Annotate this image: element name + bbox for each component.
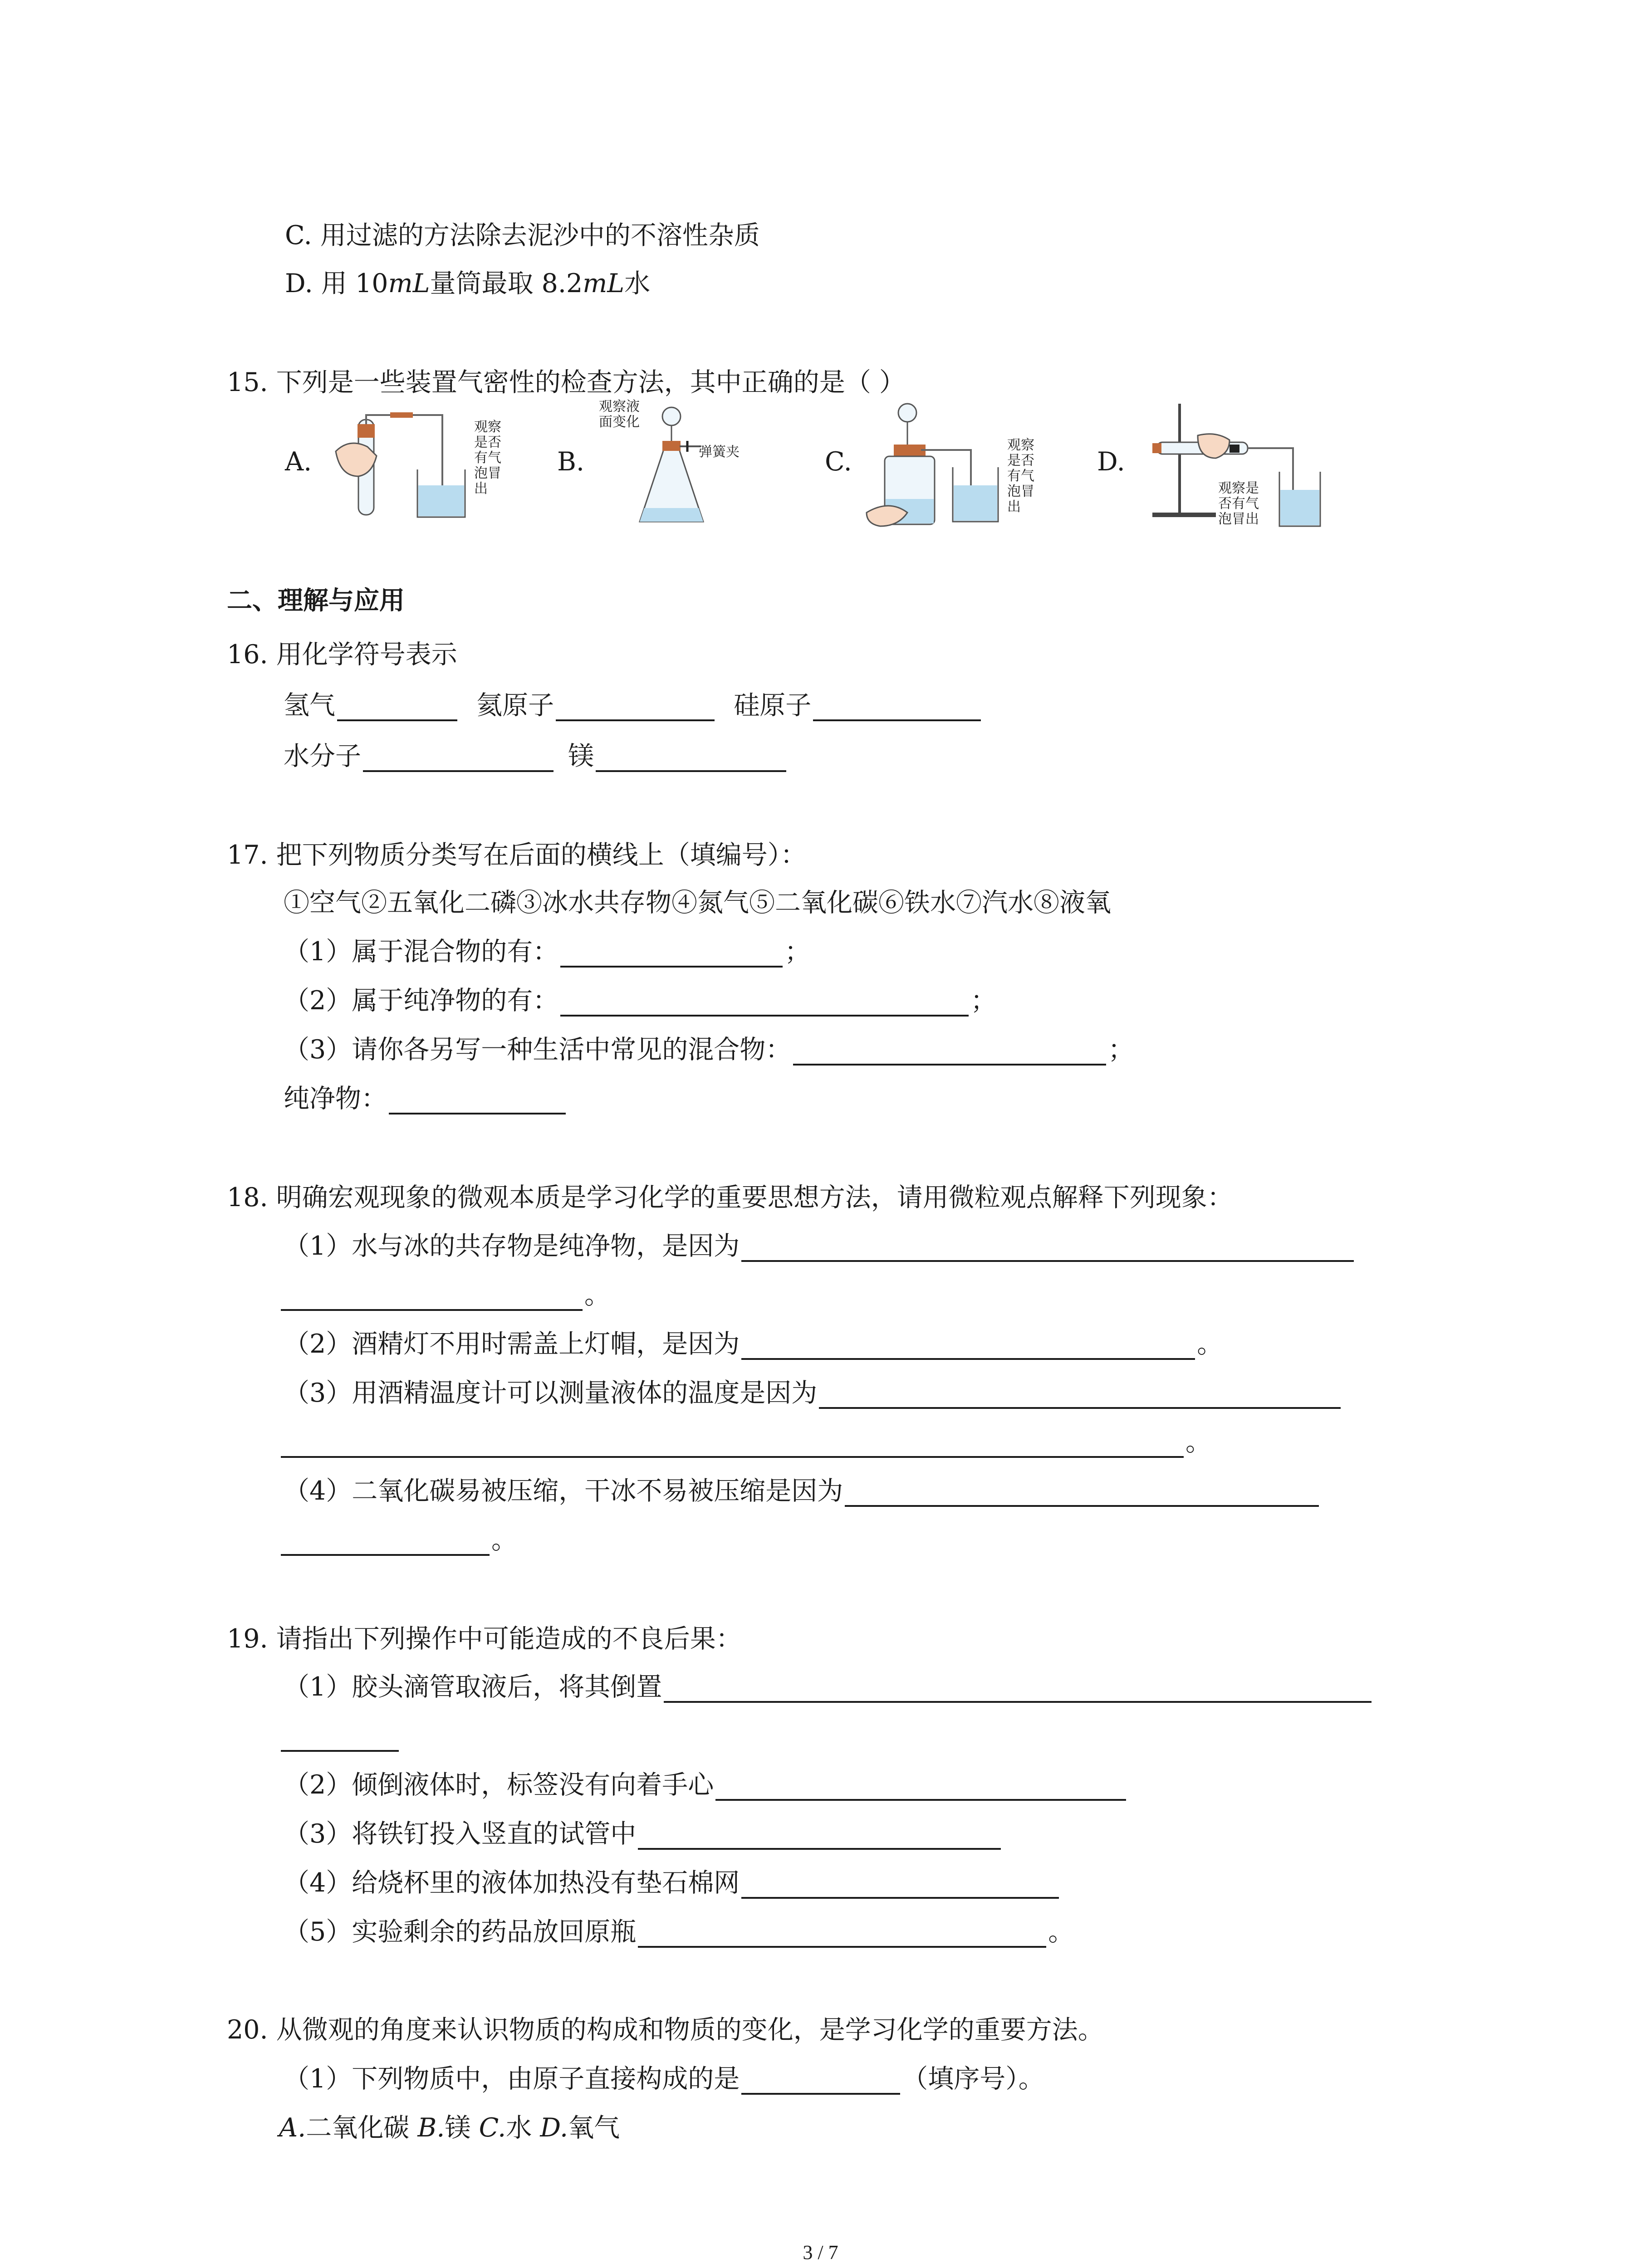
q20-stem: 20. 从微观的角度来认识物质的构成和物质的变化，是学习化学的重要方法。 xyxy=(227,2015,1104,2045)
q17-blank-3[interactable] xyxy=(793,1037,1106,1066)
q19-blank-5[interactable] xyxy=(638,1920,1046,1948)
q18-part4: （4）二氧化碳易被压缩，干冰不易被压缩是因为 xyxy=(284,1475,1321,1507)
q15-option-c: C. xyxy=(825,447,852,477)
figure-c-label: 观察 是否 有气 泡冒 出 xyxy=(1007,437,1034,515)
q19-blank-1b[interactable] xyxy=(281,1724,399,1752)
q17-blank-1[interactable] xyxy=(560,939,783,968)
q18-part1-cont: 。 xyxy=(279,1279,610,1311)
figure-a-label: 观察 是否 有气 泡冒 出 xyxy=(474,419,501,497)
q14-option-c: C. 用过滤的方法除去泥沙中的不溶性杂质 xyxy=(285,220,760,250)
q19-blank-4[interactable] xyxy=(741,1871,1059,1899)
figure-d-label: 观察是 否有气 泡冒出 xyxy=(1218,480,1259,527)
q16-row2: 水分子 镁 xyxy=(284,740,788,772)
q15-option-a: A. xyxy=(285,447,312,477)
page-number: 3 / 7 xyxy=(803,2241,838,2263)
q18-blank-4b[interactable] xyxy=(281,1528,490,1556)
q19-blank-3[interactable] xyxy=(638,1822,1001,1850)
q17-part2: （2）属于纯净物的有： ； xyxy=(284,986,997,1016)
q19-part5: （5）实验剩余的药品放回原瓶 。 xyxy=(284,1917,1074,1947)
q19-blank-2[interactable] xyxy=(715,1773,1126,1801)
q15-option-d: D. xyxy=(1097,447,1125,477)
q18-blank-3a[interactable] xyxy=(819,1381,1341,1409)
q16-blank-5[interactable] xyxy=(596,744,786,772)
q14-option-d: D. 用 10mL量筒最取 8.2mL水 xyxy=(285,269,651,298)
q18-blank-2[interactable] xyxy=(741,1332,1195,1360)
q18-part3: （3）用酒精温度计可以测量液体的温度是因为 xyxy=(284,1377,1342,1409)
q17-blank-2[interactable] xyxy=(560,988,969,1017)
q19-part3: （3）将铁钉投入竖直的试管中 xyxy=(284,1818,1003,1850)
q15-option-b: B. xyxy=(557,447,585,477)
q18-blank-1b[interactable] xyxy=(281,1283,583,1311)
q19-part1-cont xyxy=(279,1720,401,1752)
q17-part3b: 纯净物： xyxy=(284,1083,568,1114)
q17-part3: （3）请你各另写一种生活中常见的混合物： ； xyxy=(284,1035,1134,1065)
q20-choices: A.二氧化碳 B.镁 C.水 D.氧气 xyxy=(279,2113,620,2143)
q19-part1: （1）胶头滴管取液后，将其倒置 xyxy=(284,1671,1373,1703)
q18-blank-1a[interactable] xyxy=(741,1234,1354,1262)
q18-part3-cont: 。 xyxy=(279,1426,1211,1458)
q18-part4-cont: 。 xyxy=(279,1524,517,1556)
q18-blank-3b[interactable] xyxy=(281,1430,1184,1458)
q20-blank-1[interactable] xyxy=(741,2067,900,2095)
q16-stem: 16. 用化学符号表示 xyxy=(227,640,457,670)
q16-blank-2[interactable] xyxy=(556,693,715,721)
figure-a-apparatus xyxy=(327,411,517,528)
q20-part1: （1）下列物质中，由原子直接构成的是 （填序号）。 xyxy=(284,2064,1044,2094)
q18-part1: （1）水与冰的共存物是纯净物，是因为 xyxy=(284,1230,1356,1262)
q16-blank-1[interactable] xyxy=(337,693,457,721)
figure-c-apparatus xyxy=(862,399,1053,535)
q17-materials: ①空气②五氧化二磷③冰水共存物④氮气⑤二氧化碳⑥铁水⑦汽水⑧液氧 xyxy=(284,888,1111,918)
figure-b-label-top: 观察液 面变化 xyxy=(599,399,640,430)
q19-part2: （2）倾倒液体时，标签没有向着手心 xyxy=(284,1769,1128,1801)
q18-part2: （2）酒精灯不用时需盖上灯帽，是因为 。 xyxy=(284,1329,1223,1359)
q17-blank-4[interactable] xyxy=(389,1086,566,1114)
q17-part1: （1）属于混合物的有： ； xyxy=(284,937,811,967)
figure-b-label-clip: 弹簧夹 xyxy=(699,444,740,460)
figure-b-apparatus xyxy=(599,399,762,531)
figure-d-apparatus xyxy=(1143,399,1325,535)
q18-blank-4a[interactable] xyxy=(845,1479,1319,1507)
q16-blank-4[interactable] xyxy=(363,744,554,772)
section-title: 二、理解与应用 xyxy=(227,586,405,616)
q19-stem: 19. 请指出下列操作中可能造成的不良后果： xyxy=(227,1624,742,1654)
q16-row1: 氢气 氦原子 硅原子 xyxy=(284,689,983,721)
q18-stem: 18. 明确宏观现象的微观本质是学习化学的重要思想方法，请用微粒观点解释下列现象： xyxy=(227,1183,1233,1212)
q15-stem: 15. 下列是一些装置气密性的检查方法，其中正确的是（ ） xyxy=(227,367,905,397)
q17-stem: 17. 把下列物质分类写在后面的横线上（填编号）： xyxy=(227,840,807,870)
q19-part4: （4）给烧杯里的液体加热没有垫石棉网 xyxy=(284,1867,1061,1899)
q19-blank-1a[interactable] xyxy=(664,1675,1372,1703)
q16-blank-3[interactable] xyxy=(813,693,981,721)
